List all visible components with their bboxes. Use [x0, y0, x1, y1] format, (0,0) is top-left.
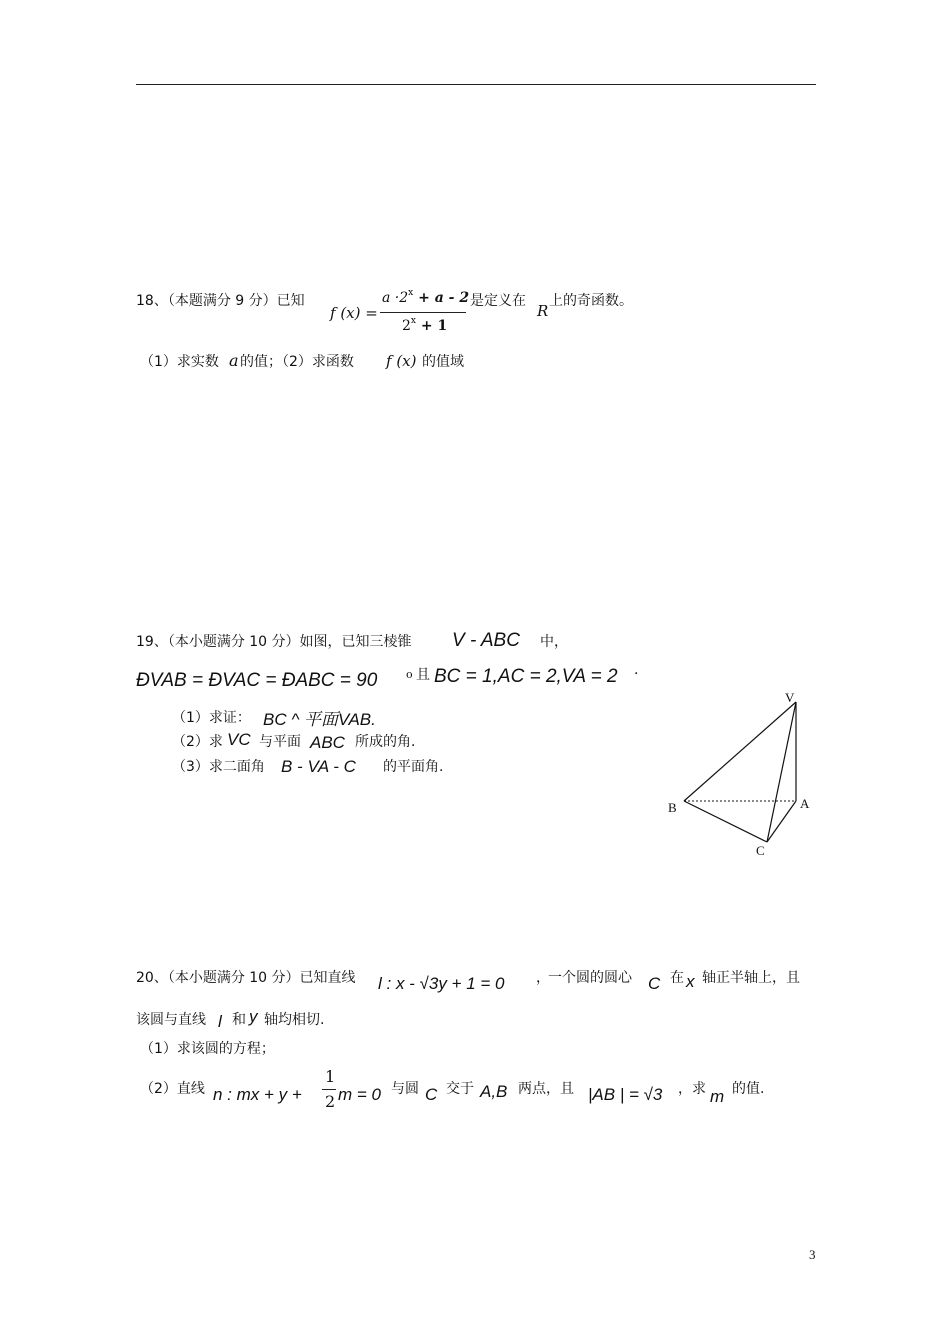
q20-frac-bar	[322, 1089, 336, 1090]
q20-p2-comma: ，求	[678, 1081, 706, 1097]
q19-pyramid: V - ABC	[452, 630, 520, 651]
vertex-label-c: C	[756, 843, 765, 858]
q20-x: x	[686, 972, 695, 991]
q20-n-rhs: m = 0	[338, 1085, 381, 1104]
q18-prefix: 18、（本题满分 9 分）已知	[136, 293, 305, 309]
q19-p1-label: （1）求证：	[172, 710, 251, 726]
q20-prefix: 20、（本小题满分 10 分）已知直线	[136, 970, 356, 986]
q18-suffix: 上的奇函数。	[549, 293, 633, 309]
q19-prefix: 19、（本小题满分 10 分）如图，已知三棱锥	[136, 634, 412, 650]
pyramid-figure	[660, 680, 820, 860]
q19-tail: ·	[634, 666, 639, 682]
q19-p2-suffix: 所成的角.	[355, 734, 416, 750]
q20-text3: 轴正半轴上，且	[702, 970, 800, 986]
q20-text2: 在	[670, 970, 684, 986]
q18-part1-prefix: （1）求实数	[140, 354, 219, 370]
q20-comma1: ，	[536, 970, 550, 986]
q20-center-c: C	[648, 974, 661, 993]
q20-p2-text2: 交于	[446, 1081, 474, 1097]
q18-part1-var: a	[229, 351, 239, 370]
q18-part2-suffix: 的值域	[422, 354, 464, 370]
q20-p2-text3: 两点，且	[518, 1081, 574, 1097]
q19-p1-math: BC ^ 平面VAB.	[263, 710, 376, 729]
vertex-label-v: V	[785, 690, 795, 705]
q19-p2-mid: 与平面	[259, 734, 301, 750]
q20-frac-num: 1	[325, 1067, 336, 1086]
q19-and: 且	[416, 667, 430, 683]
q18-f-lhs: f (x) =	[330, 304, 378, 322]
q18-numerator: $a \cdot 2^x + a - 2$	[382, 288, 470, 306]
q18-denominator: $2^x + 1$	[402, 316, 448, 334]
q19-suffix: 中，	[540, 634, 568, 650]
q20-p2-label: （2）直线	[140, 1081, 205, 1097]
q19-p3-math: B - VA - C	[281, 757, 356, 776]
q18-fraction-bar	[380, 312, 466, 313]
q18-mid: 是定义在	[470, 293, 526, 309]
vertex-label-a: A	[800, 796, 810, 811]
q19-p2-label: （2）求	[172, 734, 223, 750]
edge-bc	[684, 801, 767, 842]
q20-line2-mid: 和	[232, 1012, 246, 1028]
q19-p2-abc: ABC	[310, 733, 345, 752]
edge-vb	[684, 702, 796, 801]
page-number: 3	[809, 1247, 816, 1262]
q20-abs-ab: |AB | = √3	[588, 1085, 663, 1104]
q20-y: y	[249, 1007, 258, 1026]
q20-p2-c: C	[425, 1085, 438, 1104]
q20-frac-den: 2	[325, 1092, 336, 1111]
q20-n-lhs: n : mx + y +	[213, 1085, 302, 1104]
q20-line-l: l : x - √3y + 1 = 0	[378, 974, 505, 993]
q20-line2-suffix: 轴均相切.	[264, 1012, 325, 1028]
q20-line2-prefix: 该圆与直线	[136, 1012, 206, 1028]
q18-part1-suffix: 的值；（2）求函数	[240, 354, 354, 370]
q19-p2-vc: VC	[227, 730, 251, 749]
vertex-label-b: B	[668, 800, 677, 815]
q19-p3-suffix: 的平面角.	[383, 759, 444, 775]
q19-lengths: BC = 1,AC = 2,VA = 2	[434, 666, 618, 687]
q19-p3-label: （3）求二面角	[172, 759, 265, 775]
q20-p2-m: m	[710, 1087, 725, 1106]
q19-angles: ÐVAB = ÐVAC = ÐABC = 90	[136, 670, 378, 691]
q20-text1: 一个圆的圆心	[548, 970, 632, 986]
q20-l: l	[218, 1012, 222, 1031]
q20-p2-suffix: 的值.	[732, 1081, 765, 1097]
q20-p2-text1: 与圆	[391, 1081, 419, 1097]
q19-degree: o	[406, 668, 413, 681]
q20-p1: （1）求该圆的方程；	[140, 1041, 275, 1057]
q20-p2-ab: A,B	[480, 1082, 508, 1101]
q18-part2-func: f (x)	[386, 352, 417, 370]
q18-set-r: R	[537, 302, 549, 320]
header-rule	[136, 84, 816, 85]
